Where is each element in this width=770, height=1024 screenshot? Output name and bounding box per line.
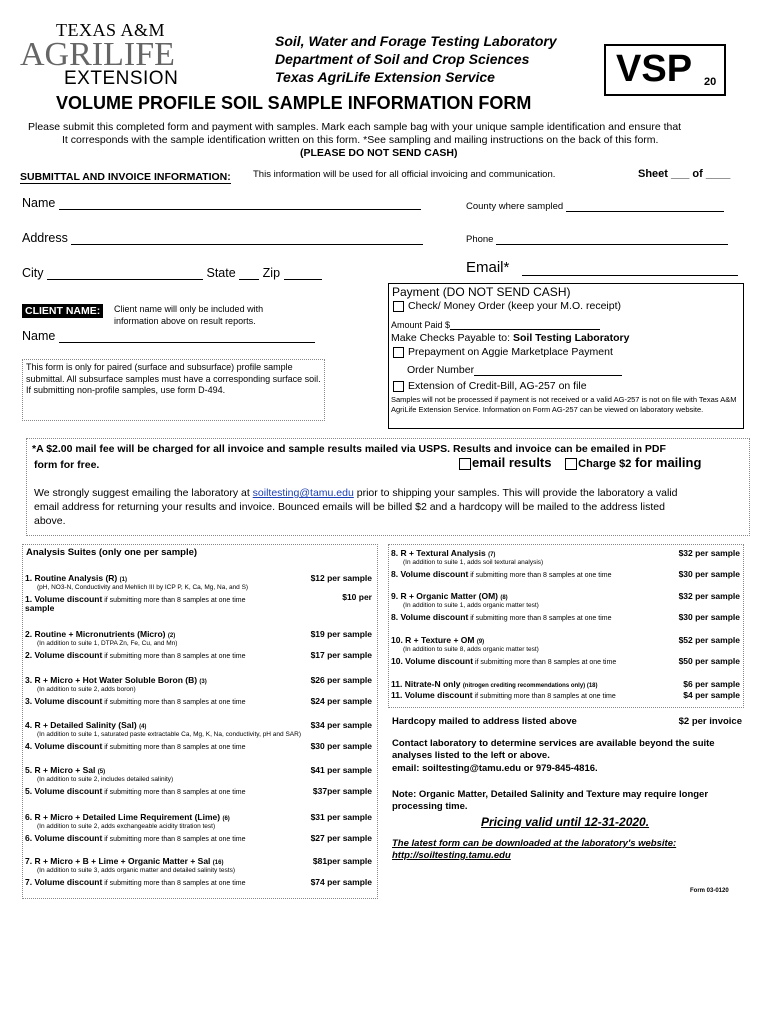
- payment-box: [388, 283, 744, 429]
- volume-discount: [25, 833, 245, 843]
- client-name-row: [22, 329, 315, 343]
- charge-label: Charge $2: [578, 458, 632, 470]
- paired-note: This form is only for paired (surface and subsurface) profile sample submittal. All subsurface samples must have a corresponding surface soil. If submitting non-profile samples, use form D-494.: [26, 362, 321, 395]
- vd-price: $74 per sample: [310, 877, 372, 887]
- city-label: City: [22, 266, 44, 280]
- suite-name: [25, 629, 175, 639]
- suite-price: $32 per sample: [678, 548, 740, 558]
- credit-checkbox[interactable]: [393, 381, 404, 392]
- submittal-label: SUBMITTAL AND INVOICE INFORMATION:: [20, 171, 231, 183]
- vd-price: $27 per sample: [310, 833, 372, 843]
- volume-discount: [391, 656, 616, 666]
- client-name-label: Name: [22, 329, 56, 343]
- payable-row: [391, 332, 629, 344]
- payment-title: Payment (DO NOT SEND CASH): [392, 285, 571, 299]
- vd-price: $24 per sample: [310, 696, 372, 706]
- mail-fee-box: [26, 438, 750, 536]
- suite-detail: (pH, NO3-N, Conductivity and Mehlich III by ICP P, K, Ca, Mg, Na, and S): [37, 584, 249, 591]
- client-label: CLIENT NAME:: [22, 304, 103, 318]
- vd-price: $30 per sample: [678, 569, 740, 579]
- county-field-row: [466, 201, 724, 212]
- check-checkbox[interactable]: [393, 301, 404, 312]
- state-input[interactable]: [239, 267, 259, 280]
- payable-to: Soil Testing Laboratory: [512, 332, 630, 344]
- volume-discount: [25, 786, 245, 796]
- suite-title: 5. R + Micro + Sal: [25, 765, 98, 775]
- submittal-note: This information will be used for all official invoicing and communication.: [253, 169, 556, 180]
- suite-title: 1. Routine Analysis (R): [25, 573, 120, 583]
- check-row: [393, 300, 621, 312]
- suite-tag: (7): [488, 552, 496, 558]
- vd-text: if submitting more than 8 samples at one time: [102, 789, 246, 796]
- suite-name: [25, 573, 127, 583]
- suite-title: 10. R + Texture + OM: [391, 635, 477, 645]
- suite-title: 3. R + Micro + Hot Water Soluble Boron (B): [25, 675, 200, 685]
- vd-label: 7. Volume discount: [25, 877, 103, 887]
- logo-line3: EXTENSION: [64, 68, 179, 89]
- suite-tag: (2): [167, 633, 176, 639]
- charge-label-b: for mailing: [631, 455, 702, 470]
- vd-text: if submitting more than 8 samples at one time: [102, 744, 246, 751]
- state-label: State: [206, 266, 236, 280]
- latest-form-link[interactable]: http://soiltesting.tamu.edu: [392, 850, 511, 861]
- vd-label: 8. Volume discount: [391, 612, 469, 622]
- pricing-valid: Pricing valid until 12-31-2020.: [481, 815, 650, 829]
- name-label: Name: [22, 196, 56, 210]
- suite-price: $52 per sample: [678, 635, 740, 645]
- suite-name: [25, 765, 105, 775]
- suite-name: [25, 812, 230, 822]
- suite-name: [391, 591, 508, 601]
- suite-tag: (16): [212, 860, 224, 866]
- form-code-sub: 20: [704, 76, 717, 88]
- volume-discount: [391, 612, 611, 622]
- vd-price: $4 per sample: [683, 690, 740, 700]
- vd-text: if submitting more than 8 samples at one time: [468, 615, 612, 622]
- suite-detail: (In addition to suite 2, adds exchangeable acidity titration test): [37, 823, 216, 830]
- email-results-checkbox[interactable]: [459, 458, 471, 470]
- suite-tag: (9): [476, 639, 485, 645]
- order-row: [407, 364, 622, 376]
- amount-label: Amount Paid $: [391, 320, 451, 330]
- volume-discount: [25, 650, 245, 660]
- email-results-label: email results: [472, 455, 552, 470]
- volume-discount: [25, 696, 245, 706]
- mail-line1: *A $2.00 mail fee will be charged for all invoice and sample results mailed via USPS. Results and invoice can be emailed in PDF: [32, 443, 666, 455]
- volume-discount: [25, 741, 245, 751]
- suggest-1: We strongly suggest emailing the laboratory at: [34, 487, 253, 499]
- vd-text: if submitting more than 8 samples at one time: [468, 572, 612, 579]
- credit-label: Extension of Credit-Bill, AG-257 on file: [408, 380, 587, 392]
- vd-label: 3. Volume discount: [25, 696, 103, 706]
- volume-discount: [391, 569, 611, 579]
- vd-price: $10 per: [342, 592, 372, 602]
- prepay-row: [393, 346, 613, 358]
- vd-text: if submitting more than 8 samples at one time: [473, 659, 617, 666]
- suite-detail: (In addition to suite 1, saturated paste extractable Ca, Mg, K, Na, conductivity, pH and SAR): [37, 731, 301, 738]
- header-lab: Soil, Water and Forage Testing Laboratory: [275, 33, 557, 49]
- suite-detail: (In addition to suite 8, adds organic matter test): [403, 646, 539, 653]
- suite-name: [391, 548, 495, 558]
- order-input[interactable]: [474, 365, 622, 376]
- email-input[interactable]: [522, 261, 738, 276]
- vd-text: if submitting more than 8 samples at one time: [102, 699, 246, 706]
- suite-name: [391, 635, 484, 645]
- suite-name: [25, 675, 207, 685]
- suite-name: [391, 679, 598, 689]
- suite-price: $32 per sample: [678, 591, 740, 601]
- phone-field-row: [466, 234, 728, 245]
- intro-line1: Please submit this completed form and payment with samples. Mark each sample bag with your unique sample identification and ensure that: [28, 121, 682, 133]
- suite-tag: (3): [199, 679, 207, 685]
- note-line1: Note: Organic Matter, Detailed Salinity and Texture may require longer: [392, 789, 709, 800]
- intro-line3: (PLEASE DO NOT SEND CASH): [300, 147, 458, 159]
- suite-title: 4. R + Detailed Salinity (Sal): [25, 720, 140, 730]
- vd-text: if submitting more than 8 samples at one time: [102, 880, 246, 887]
- vd-price: $37per sample: [312, 786, 372, 796]
- client-note: Client name will only be included with information above on result reports.: [114, 304, 264, 326]
- hardcopy-price: $2 per invoice: [678, 716, 742, 727]
- vd-label: 1. Volume discount: [25, 594, 103, 604]
- sheet-of: Sheet ___ of ____: [638, 168, 731, 180]
- suite-detail: (In addition to suite 2, includes detailed salinity): [37, 776, 174, 783]
- address-input[interactable]: [71, 232, 423, 245]
- address-label: Address: [22, 231, 68, 245]
- suite-detail: (In addition to suite 1, DTPA Zn, Fe, Cu, and Mn): [37, 640, 178, 647]
- zip-label: Zip: [262, 266, 281, 280]
- vd-label: 6. Volume discount: [25, 833, 103, 843]
- suggest-4: above.: [34, 515, 66, 527]
- payment-warning: Samples will not be processed if payment is not received or a valid AG-257 is not on file with Texas A&M AgriLife Extension Service. Information on Form AG-257 can be viewed on laboratory website.: [391, 395, 737, 414]
- suite-detail: (In addition to suite 3, adds organic matter and detailed salinity tests): [37, 867, 235, 874]
- payable-prefix: Make Checks Payable to:: [391, 332, 513, 344]
- prepay-label: Prepayment on Aggie Marketplace Payment: [408, 346, 613, 358]
- vd-label: 8. Volume discount: [391, 569, 469, 579]
- suite-price: $31 per sample: [310, 812, 372, 822]
- suite-tag: (1): [119, 577, 127, 583]
- suite-title: 11. Nitrate-N only: [391, 679, 463, 689]
- vd-label: 5. Volume discount: [25, 786, 103, 796]
- email-field-row: [466, 259, 738, 276]
- suite-tag: (4): [139, 724, 147, 730]
- charge-mail-checkbox[interactable]: [565, 458, 577, 470]
- volume-discount: [25, 877, 245, 887]
- name-field-row: [22, 196, 421, 210]
- vd-price: $30 per sample: [310, 741, 372, 751]
- credit-row: [393, 380, 587, 392]
- form-number: Form 03-0120: [690, 888, 729, 894]
- contact-line3: email: soiltesting@tamu.edu or 979-845-4816.: [392, 763, 598, 774]
- zip-input[interactable]: [284, 267, 322, 280]
- note-line2: processing time.: [392, 801, 468, 812]
- suite-tag: (nitrogen crediting recommendations only) (18): [462, 683, 598, 689]
- order-label: Order Number: [407, 364, 475, 376]
- suite-name: [25, 856, 223, 866]
- volume-discount: [25, 594, 245, 604]
- vd-extra: sample: [25, 603, 55, 613]
- form-code-box: [604, 44, 726, 96]
- suite-detail: (In addition to suite 1, adds organic matter test): [403, 602, 539, 609]
- vd-label: 11. Volume discount: [391, 690, 473, 700]
- suite-title: 7. R + Micro + B + Lime + Organic Matter + Sal: [25, 856, 213, 866]
- suite-name: [25, 720, 146, 730]
- agrilife-logo: [18, 18, 208, 90]
- suggest-email-link[interactable]: soiltesting@tamu.edu: [252, 487, 354, 499]
- vd-label: 10. Volume discount: [391, 656, 474, 666]
- address-field-row: [22, 231, 423, 245]
- suggest-paragraph: [34, 486, 746, 528]
- volume-discount: [391, 690, 616, 700]
- logo-line1: TEXAS A&M: [56, 20, 166, 40]
- contact-line2: analyses listed to the left or above.: [392, 750, 550, 761]
- county-label: County where sampled: [466, 201, 564, 212]
- suite-title: 9. R + Organic Matter (OM): [391, 591, 501, 601]
- suites-title: Analysis Suites (only one per sample): [26, 547, 198, 558]
- suite-price: $34 per sample: [310, 720, 372, 730]
- suite-tag: (5): [97, 769, 106, 775]
- vd-price: $30 per sample: [678, 612, 740, 622]
- suite-detail: (In addition to suite 2, adds boron): [37, 686, 136, 693]
- vd-text: if submitting more than 8 samples at one time: [102, 597, 246, 604]
- city-field-row: [22, 266, 322, 280]
- vd-label: 4. Volume discount: [25, 741, 103, 751]
- check-label: Check/ Money Order (keep your M.O. receipt): [408, 300, 621, 312]
- city-input[interactable]: [47, 267, 203, 280]
- prepay-checkbox[interactable]: [393, 347, 404, 358]
- contact-line1: Contact laboratory to determine services are available beyond the suite: [392, 738, 715, 749]
- vd-price: $17 per sample: [310, 650, 372, 660]
- mail-options: [459, 455, 701, 470]
- vd-text: if submitting more than 8 samples at one time: [102, 836, 246, 843]
- suite-price: $6 per sample: [683, 679, 740, 689]
- intro-line2: It corresponds with the sample identification written on this form. *See sampling and mailing instructions on the back of this form.: [62, 134, 659, 146]
- name-input[interactable]: [59, 197, 421, 210]
- suite-price: $81per sample: [312, 856, 372, 866]
- header-service: Texas AgriLife Extension Service: [275, 69, 495, 85]
- suite-price: $19 per sample: [310, 629, 372, 639]
- suite-price: $41 per sample: [310, 765, 372, 775]
- phone-label: Phone: [466, 234, 494, 245]
- mail-line2: form for free.: [34, 459, 100, 471]
- client-name-input[interactable]: [59, 330, 315, 343]
- amount-row: [391, 320, 600, 330]
- vd-text: if submitting more than 8 samples at one time: [472, 693, 616, 700]
- suggest-3: email address for returning your results and invoice. Bounced emails will be billed $2 and a hardcopy will be mailed to the address listed: [34, 501, 665, 513]
- page-title: VOLUME PROFILE SOIL SAMPLE INFORMATION FORM: [56, 93, 532, 113]
- suite-tag: (6): [222, 816, 230, 822]
- vd-label: 2. Volume discount: [25, 650, 103, 660]
- suite-tag: (8): [500, 595, 508, 601]
- phone-input[interactable]: [496, 234, 728, 245]
- email-label: Email*: [466, 259, 510, 276]
- suite-detail: (In addition to suite 1, adds soil textural analysis): [403, 559, 544, 566]
- form-code: VSP: [616, 48, 693, 90]
- suggest-2: prior to shipping your samples. This will provide the laboratory a valid: [353, 487, 678, 499]
- logo-line2: AGRILIFE: [20, 36, 175, 73]
- header-dept: Department of Soil and Crop Sciences: [275, 51, 530, 67]
- hardcopy-label: Hardcopy mailed to address listed above: [392, 716, 577, 727]
- latest-form-line1: The latest form can be downloaded at the laboratory's website:: [392, 838, 677, 849]
- suite-price: $26 per sample: [310, 675, 372, 685]
- county-input[interactable]: [566, 201, 724, 212]
- suite-title: 2. Routine + Micronutrients (Micro): [25, 629, 168, 639]
- vd-text: if submitting more than 8 samples at one time: [102, 653, 246, 660]
- suite-title: 8. R + Textural Analysis: [391, 548, 489, 558]
- paired-note-box: [22, 359, 325, 421]
- suite-title: 6. R + Micro + Detailed Lime Requirement (Lime): [25, 812, 223, 822]
- suite-price: $12 per sample: [310, 573, 372, 583]
- amount-input[interactable]: [450, 320, 600, 330]
- vd-price: $50 per sample: [678, 656, 740, 666]
